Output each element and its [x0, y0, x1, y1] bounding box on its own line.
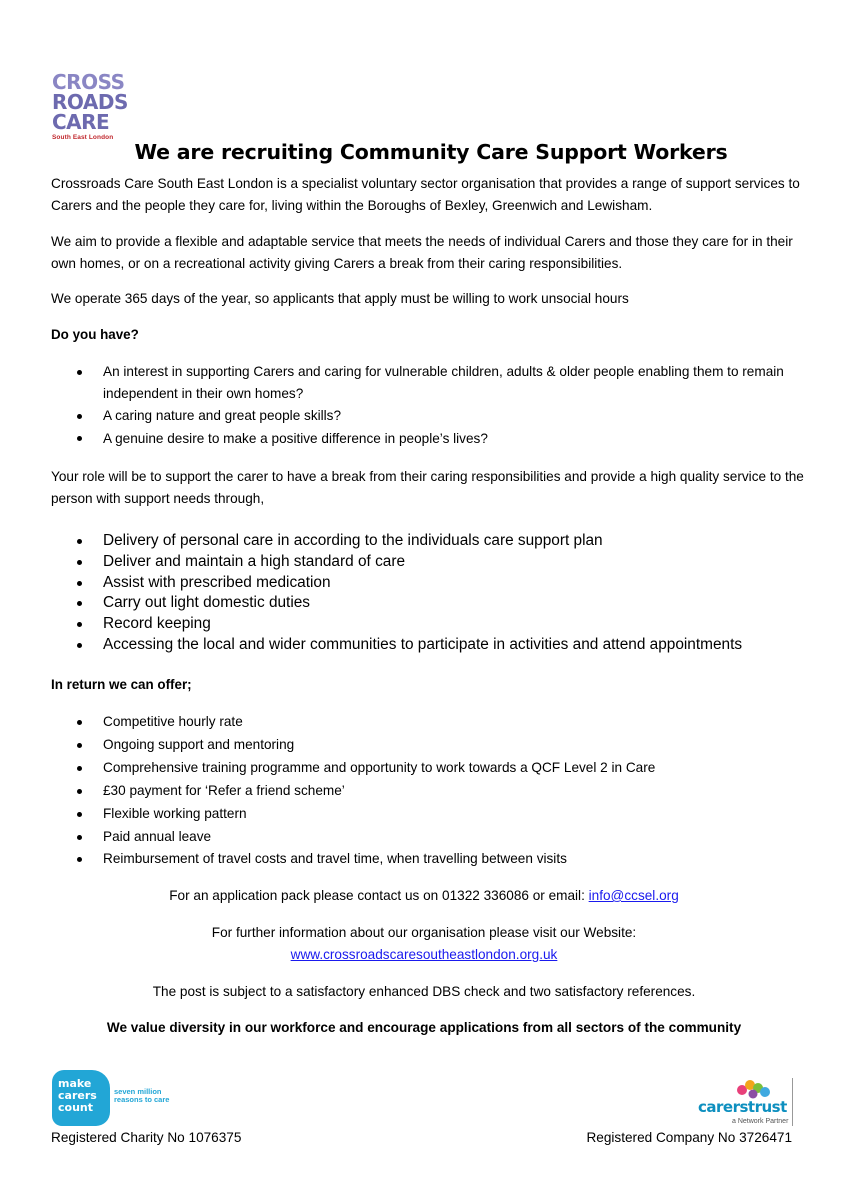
- crossroads-care-logo: [52, 72, 128, 141]
- list-item: Flexible working pattern: [51, 803, 811, 826]
- registered-charity-number: Registered Charity No 1076375: [51, 1130, 242, 1145]
- list-item: Delivery of personal care in according to the individuals care support plan: [51, 531, 811, 552]
- carers-trust-logo: [696, 1076, 796, 1130]
- bullet-icon: [77, 581, 82, 586]
- intro-paragraph-2: We aim to provide a flexible and adaptable service that meets the needs of individual Carers and those they care for in their own homes, or on a recreational activity giving Carers a break from their caring responsibilities.: [51, 234, 793, 271]
- bullet-icon: [77, 720, 82, 725]
- carers-trust-hearts-icon: [734, 1076, 774, 1100]
- website-info-text: For further information about our organisation please visit our Website:: [211, 925, 637, 940]
- carers-trust-wordmark: carerstrust: [698, 1098, 787, 1116]
- mcc-word-2: carers: [58, 1089, 97, 1102]
- mcc-tagline-2: reasons to care: [114, 1095, 170, 1104]
- registered-company-number: Registered Company No 3726471: [586, 1130, 792, 1145]
- bullet-icon: [77, 414, 82, 419]
- divider: [792, 1078, 793, 1126]
- list-item: £30 payment for ‘Refer a friend scheme’: [51, 780, 811, 803]
- logo-line-1: CROSS: [52, 70, 125, 94]
- bullet-icon: [77, 370, 82, 375]
- offer-heading: In return we can offer;: [51, 677, 192, 692]
- bullet-icon: [77, 789, 82, 794]
- bullet-icon: [77, 812, 82, 817]
- mcc-tagline-1: seven million: [114, 1087, 162, 1096]
- list-item: Assist with prescribed medication: [51, 573, 811, 594]
- list-item: Competitive hourly rate: [51, 711, 811, 734]
- intro-paragraph-1: Crossroads Care South East London is a specialist voluntary sector organisation that provides a range of support services to Carers and the people they care for, living within the Boroughs of Bexley, Greenwich and Lewisham.: [51, 176, 800, 213]
- dbs-check-text: The post is subject to a satisfactory enhanced DBS check and two satisfactory references.: [152, 984, 696, 999]
- list-item: An interest in supporting Carers and caring for vulnerable children, adults & older people enabling them to remain independent in their own homes?: [51, 361, 811, 405]
- do-you-have-heading: Do you have?: [51, 327, 139, 342]
- list-item: Ongoing support and mentoring: [51, 734, 811, 757]
- list-item: A genuine desire to make a positive difference in people’s lives?: [51, 428, 811, 450]
- bullet-icon: [77, 539, 82, 544]
- carers-trust-subtitle: a Network Partner: [732, 1118, 789, 1125]
- bullet-icon: [77, 857, 82, 862]
- do-you-have-list: [51, 361, 811, 450]
- make-carers-count-logo: [52, 1070, 182, 1128]
- mcc-tagline: [114, 1088, 169, 1104]
- bullet-icon: [77, 743, 82, 748]
- bullet-icon: [77, 601, 82, 606]
- bullet-icon: [77, 835, 82, 840]
- bullet-icon: [77, 643, 82, 648]
- diversity-statement: We value diversity in our workforce and encourage applications from all sectors of the community: [106, 1020, 742, 1035]
- list-item: Accessing the local and wider communities to participate in activities and attend appointments: [51, 635, 811, 656]
- page-title: We are recruiting Community Care Support Workers: [134, 140, 728, 164]
- list-item: Reimbursement of travel costs and travel time, when travelling between visits: [51, 848, 811, 871]
- list-item: Comprehensive training programme and opportunity to work towards a QCF Level 2 in Care: [51, 757, 811, 780]
- list-item: Deliver and maintain a high standard of care: [51, 552, 811, 573]
- application-contact-text: For an application pack please contact us on 01322 336086 or email:: [169, 888, 589, 903]
- role-intro-paragraph: Your role will be to support the carer to have a break from their caring responsibilities and provide a high quality service to the person with support needs through,: [51, 469, 804, 506]
- role-duties-list: [51, 531, 811, 656]
- website-link[interactable]: www.crossroadscaresoutheastlondon.org.uk: [290, 947, 558, 962]
- logo-line-3: CARE: [52, 110, 110, 134]
- list-item: Paid annual leave: [51, 826, 811, 849]
- list-item: Carry out light domestic duties: [51, 593, 811, 614]
- email-link[interactable]: info@ccsel.org: [588, 888, 679, 903]
- offer-list: [51, 711, 811, 871]
- application-contact-line: [0, 885, 848, 907]
- mcc-word-1: make: [58, 1077, 92, 1090]
- logo-line-2: ROADS: [52, 90, 128, 114]
- list-item: A caring nature and great people skills?: [51, 405, 811, 427]
- bullet-icon: [77, 436, 82, 441]
- logo-subtitle: South East London: [52, 134, 114, 141]
- bullet-icon: [77, 560, 82, 565]
- list-item: Record keeping: [51, 614, 811, 635]
- bullet-icon: [77, 622, 82, 627]
- mcc-word-3: count: [58, 1101, 93, 1114]
- website-link-line: [0, 944, 848, 966]
- intro-paragraph-3: We operate 365 days of the year, so applicants that apply must be willing to work unsocial hours: [51, 291, 629, 306]
- bullet-icon: [77, 766, 82, 771]
- mcc-badge: [52, 1070, 110, 1126]
